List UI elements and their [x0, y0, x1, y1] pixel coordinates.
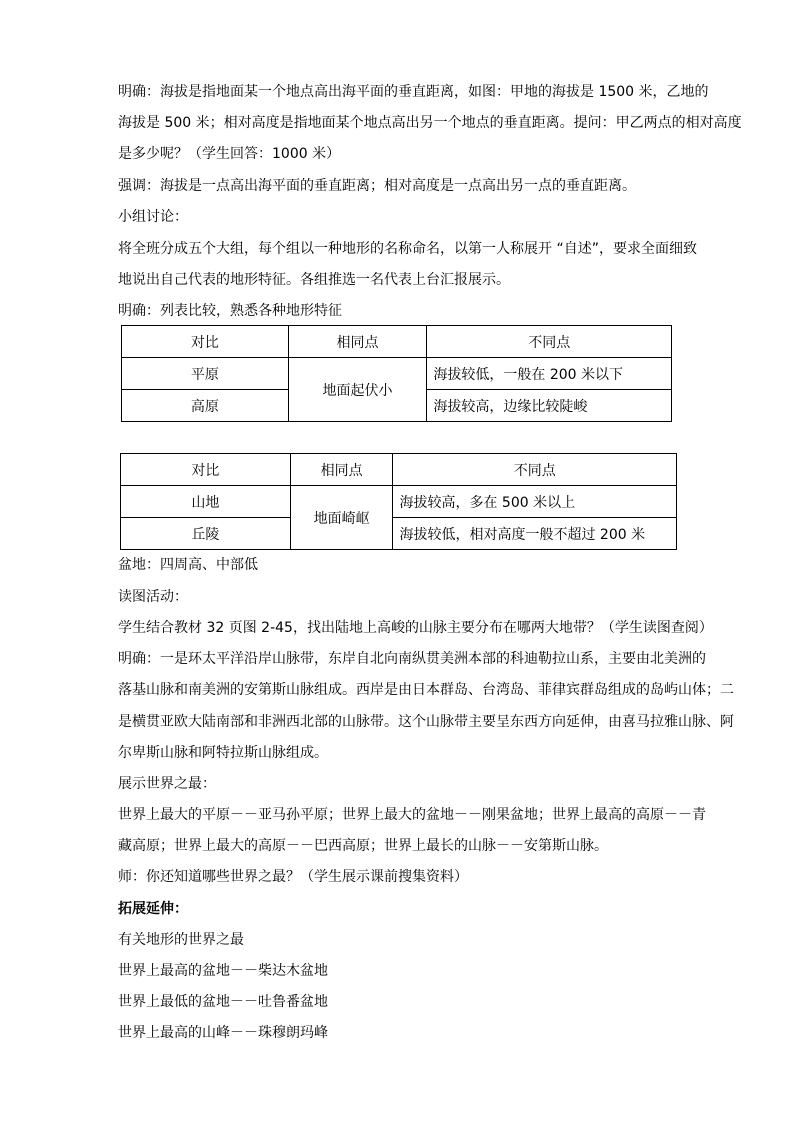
paragraph-line: 地说出自己代表的地形特征。各组推选一名代表上台汇报展示。 — [118, 272, 510, 288]
table-header-cell: 对比 — [121, 454, 291, 486]
paragraph-line: 学生结合教材 32 页图 2-45，找出陆地上高峻的山脉主要分布在哪两大地带？（学生读图查阅） — [118, 620, 713, 636]
table-header-cell: 对比 — [122, 326, 289, 358]
comparison-table-2 — [120, 453, 677, 550]
list-item: 世界上最低的盆地－－吐鲁番盆地 — [118, 994, 328, 1010]
paragraph-line: 落基山脉和南美洲的安第斯山脉组成。西岸是由日本群岛、台湾岛、菲律宾群岛组成的岛屿山体；二 — [118, 682, 734, 698]
table-cell-name: 高原 — [122, 390, 289, 422]
table-header-cell: 不同点 — [427, 326, 672, 358]
table-cell-common: 地面起伏小 — [288, 358, 427, 422]
table-header-cell: 不同点 — [393, 454, 677, 486]
table-cell-name: 山地 — [121, 486, 291, 518]
table-row — [122, 358, 672, 390]
paragraph-line: 强调：海拔是一点高出海平面的垂直距离；相对高度是一点高出另一点的垂直距离。 — [118, 178, 636, 194]
paragraph-line: 海拔是 500 米；相对高度是指地面某个地点高出另一个地点的垂直距离。提问：甲乙两点的相对高度 — [118, 115, 742, 131]
paragraph-line: 小组讨论： — [118, 209, 188, 225]
paragraph-line: 尔卑斯山脉和阿特拉斯山脉组成。 — [118, 745, 328, 761]
table-cell-diff: 海拔较高，多在 500 米以上 — [393, 486, 677, 518]
list-item: 世界上最高的盆地－－柴达木盆地 — [118, 963, 328, 979]
table-cell-name: 丘陵 — [121, 518, 291, 550]
table-header-cell: 相同点 — [290, 454, 393, 486]
paragraph-line: 盆地：四周高、中部低 — [118, 557, 258, 573]
table-cell-diff: 海拔较低，一般在 200 米以下 — [427, 358, 672, 390]
paragraph-line: 藏高原；世界上最大的高原－－巴西高原；世界上最长的山脉－－安第斯山脉。 — [118, 838, 608, 854]
table-cell-diff: 海拔较高，边缘比较陡峻 — [427, 390, 672, 422]
paragraph-line: 将全班分成五个大组，每个组以一种地形的名称命名，以第一人称展开 “自述”，要求全面细致 — [118, 241, 697, 257]
paragraph-line: 读图活动： — [118, 589, 188, 605]
paragraph-line: 明确：海拔是指地面某一个地点高出海平面的垂直距离，如图：甲地的海拔是 1500 米，乙地的 — [118, 84, 709, 100]
table-cell-name: 平原 — [122, 358, 289, 390]
paragraph-line: 师：你还知道哪些世界之最？（学生展示课前搜集资料） — [118, 869, 468, 885]
comparison-table-1 — [121, 325, 672, 422]
paragraph-line: 是横贯亚欧大陆南部和非洲西北部的山脉带。这个山脉带主要呈东西方向延伸，由喜马拉雅山脉、阿 — [118, 714, 734, 730]
table-header-cell: 相同点 — [288, 326, 427, 358]
paragraph-line: 明确：一是环太平洋沿岸山脉带，东岸自北向南纵贯美洲本部的科迪勒拉山系，主要由北美洲的 — [118, 651, 706, 667]
table-header-row — [121, 454, 677, 486]
table-cell-diff: 海拔较低，相对高度一般不超过 200 米 — [393, 518, 677, 550]
table-cell-common: 地面崎岖 — [290, 486, 393, 550]
list-item: 世界上最高的山峰－－珠穆朗玛峰 — [118, 1025, 328, 1041]
paragraph-line: 明确：列表比较，熟悉各种地形特征 — [118, 303, 342, 319]
section-heading: 拓展延伸： — [118, 901, 188, 917]
list-item: 有关地形的世界之最 — [118, 932, 244, 948]
paragraph-line: 是多少呢？（学生回答：1000 米） — [118, 146, 341, 162]
paragraph-line: 展示世界之最： — [118, 776, 216, 792]
table-header-row — [122, 326, 672, 358]
paragraph-line: 世界上最大的平原－－亚马孙平原；世界上最大的盆地－－刚果盆地；世界上最高的高原－－青 — [118, 807, 706, 823]
table-row — [121, 486, 677, 518]
table-row — [121, 518, 677, 550]
